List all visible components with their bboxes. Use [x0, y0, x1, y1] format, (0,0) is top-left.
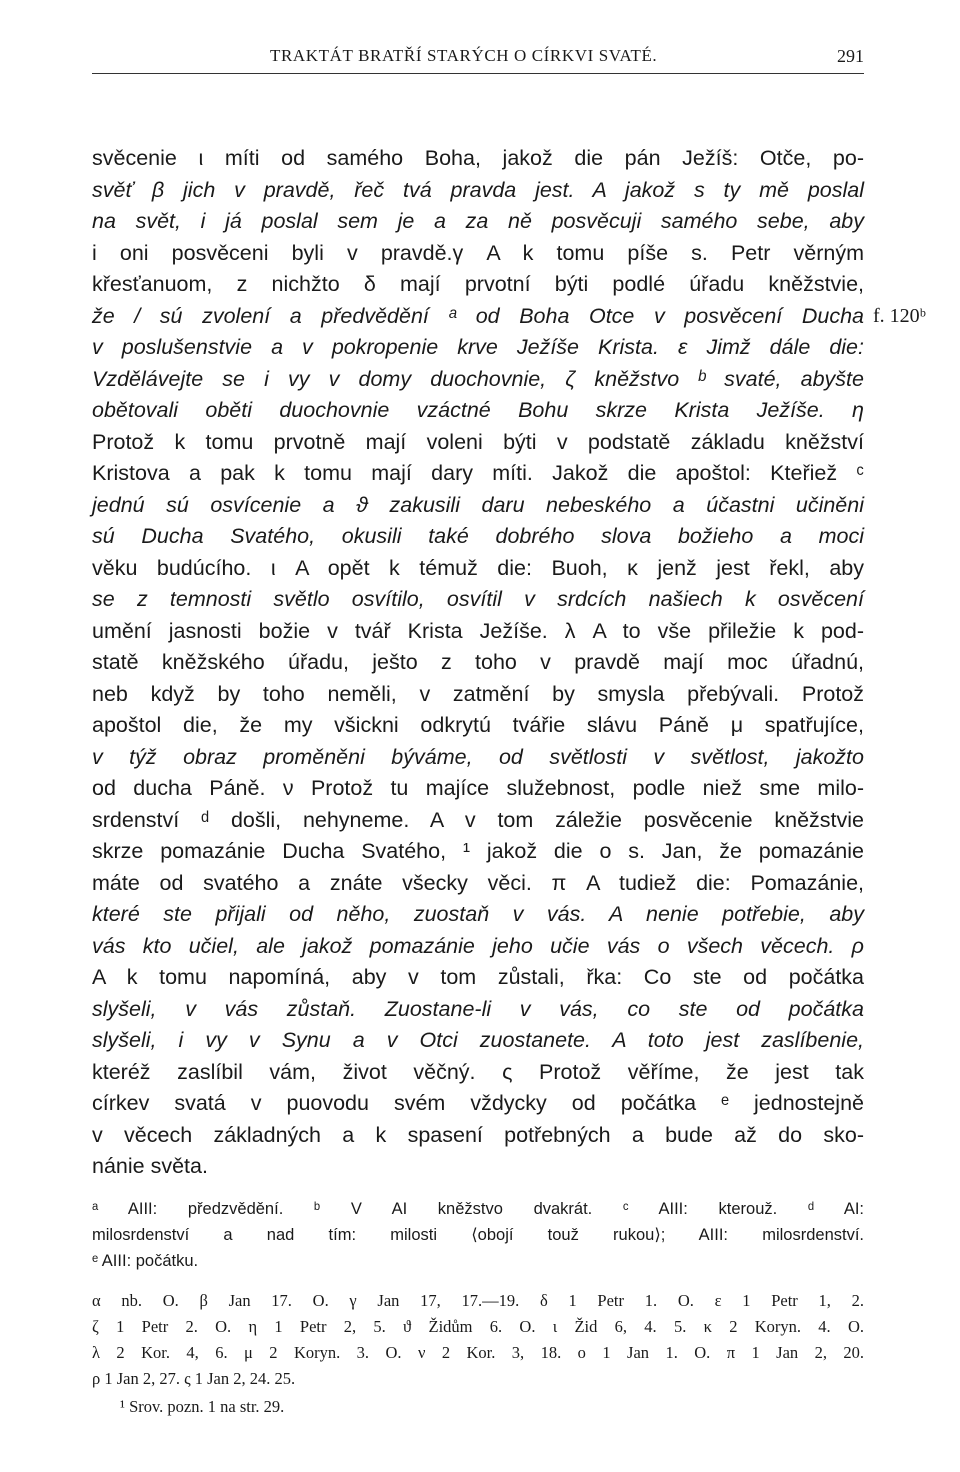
footnote: ¹ Srov. pozn. 1 na str. 29. — [120, 1397, 285, 1416]
text-line: umění jasnosti božie v tvář Krista Ježíše. λ A to vše přiležie k pod- — [92, 618, 864, 643]
critical-apparatus — [92, 1196, 864, 1274]
running-header — [92, 46, 864, 76]
apparatus-line: ᵉ AIII: počátku. — [92, 1252, 199, 1270]
text-line: nánie světa. — [92, 1154, 208, 1178]
text-line: se z temnosti světlo osvítilo, osvítil v srdcích našiech k osvěcení — [92, 587, 864, 611]
text-line: Protož k tomu prvotně mají voleni býti v podstatě základu kněžství — [92, 429, 864, 454]
text-line: skrze pomazánie Ducha Svatého, ¹ jakož die ο s. Jan, že pomazánie — [92, 839, 864, 863]
text-line: svěcenie ι míti od samého Boha, jakož die pán Ježíš: Otče, po- — [92, 146, 864, 170]
text-line: jednú sú osvícenie a ϑ zakusili daru nebeského a účastni učiněni — [92, 492, 864, 517]
text-line: na svět, i já poslal sem je a za ně posvěcuji samého sebe, aby — [92, 209, 864, 233]
text-line: v týž obraz proměněni býváme, od světlosti v světlost, jakožto — [92, 744, 864, 769]
text-line: slyšeli, v vás zůstaň. Zuostane-li v vás, co ste od počátka — [92, 996, 864, 1021]
text-line: v věcech základných a k spasení potřebných a bude až do sko- — [92, 1122, 864, 1147]
text-line: obětovali oběti duochovnie vzáctné Bohu skrze Krista Ježíše. η — [92, 398, 864, 422]
page-number: 291 — [837, 46, 864, 66]
text-line: i oni posvěceni byli v pravdě.γ A k tomu píše s. Petr věrným — [92, 240, 864, 265]
text-line: že / sú zvolení a předvědění ᵃ od Boha Otce v posvěcení Ducha — [92, 303, 864, 328]
text-line: křesťanuom, z nichžto δ mají prvotní býti podlé úřadu kněžstvie, — [92, 272, 864, 296]
text-line: vás kto učiel, ale jakož pomazánie jeho učie vás o všech věcech. ρ — [92, 933, 864, 958]
text-line: A k tomu napomíná, aby v tom zůstali, řka: Co ste od počátka — [92, 965, 864, 989]
source-line: α nb. O. β Jan 17. O. γ Jan 17, 17.—19. δ 1 Petr 1. O. ε 1 Petr 1, 2. — [92, 1291, 864, 1310]
text-line: Kristova a pak k tomu mají dary míti. Jakož die apoštol: Kteřiež ᶜ — [92, 461, 864, 485]
text-line: od ducha Páně. ν Protož tu majíce služebnost, podle niež sme milo- — [92, 776, 864, 800]
source-line: ρ 1 Jan 2, 27. ς 1 Jan 2, 24. 25. — [92, 1369, 296, 1388]
source-line: λ 2 Kor. 4, 6. μ 2 Koryn. 3. O. ν 2 Kor. 3, 18. ο 1 Jan 1. O. π 1 Jan 2, 20. — [92, 1343, 864, 1362]
text-line: sú Ducha Svatého, okusili také dobrého slova božieho a moci — [92, 524, 864, 548]
main-text — [92, 143, 926, 1183]
text-line: srdenství ᵈ došli, nehyneme. A v tom záležie posvěcenie kněžstvie — [92, 807, 864, 832]
apparatus-line: ᵃ AIII: předzvědění. ᵇ V AI kněžstvo dvakrát. ᶜ AIII: kterouž. ᵈ AI: — [92, 1200, 864, 1218]
text-line: slyšeli, i vy v Synu a v Otci zuostanete. A toto jest zaslíbenie, — [92, 1028, 864, 1052]
source-line: ζ 1 Petr 2. O. η 1 Petr 2, 5. ϑ Židům 6. O. ι Žid 6, 4. 5. κ 2 Koryn. 4. O. — [92, 1317, 864, 1336]
text-line: svěť β jich v pravdě, řeč tvá pravda jest. A jakož s ty mě poslal — [92, 177, 864, 202]
running-title: TRAKTÁT BRATŘÍ STARÝCH O CÍRKVI SVATÉ. — [270, 46, 658, 65]
apparatus-line: milosrdenství a nad tím: milosti ⟨obojí touž rukou⟩; AIII: milosrdenství. — [92, 1226, 864, 1244]
text-line: které ste přijali od něho, zuostaň v vás. A nenie potřebie, aby — [92, 902, 864, 926]
text-line: apoštol die, že my všickni odkrytú tvářie slávu Páně μ spatřujíce, — [92, 713, 864, 737]
source-apparatus — [92, 1288, 864, 1392]
folio-margin-note: f. 120ᵇ — [873, 305, 926, 327]
text-line: neb když by toho neměli, v zatmění by smysla přebývali. Protož — [92, 681, 864, 706]
header-rule — [92, 73, 864, 74]
text-line: v poslušenstvie a v pokropenie krve Ježíše Krista. ε Jimž dále die: — [92, 335, 864, 359]
text-line: statě kněžského úřadu, ješto z toho v pravdě mají moc úřadnú, — [92, 650, 864, 674]
text-line: máte od svatého a znáte všecky věci. π A tudiež die: Pomazánie, — [92, 870, 864, 895]
text-line: církev svatá v puovodu svém vždycky od počátka ᵉ jednostejně — [92, 1091, 864, 1115]
text-line: Vzdělávejte se i vy v domy duochovnie, ζ kněžstvo ᵇ svaté, abyšte — [92, 366, 864, 391]
text-line: věku budúcího. ι A opět k témuž die: Buoh, κ jenž jest řekl, aby — [92, 555, 864, 580]
text-line: kteréž zaslíbil vám, život věčný. ς Protož věříme, že jest tak — [92, 1059, 864, 1084]
